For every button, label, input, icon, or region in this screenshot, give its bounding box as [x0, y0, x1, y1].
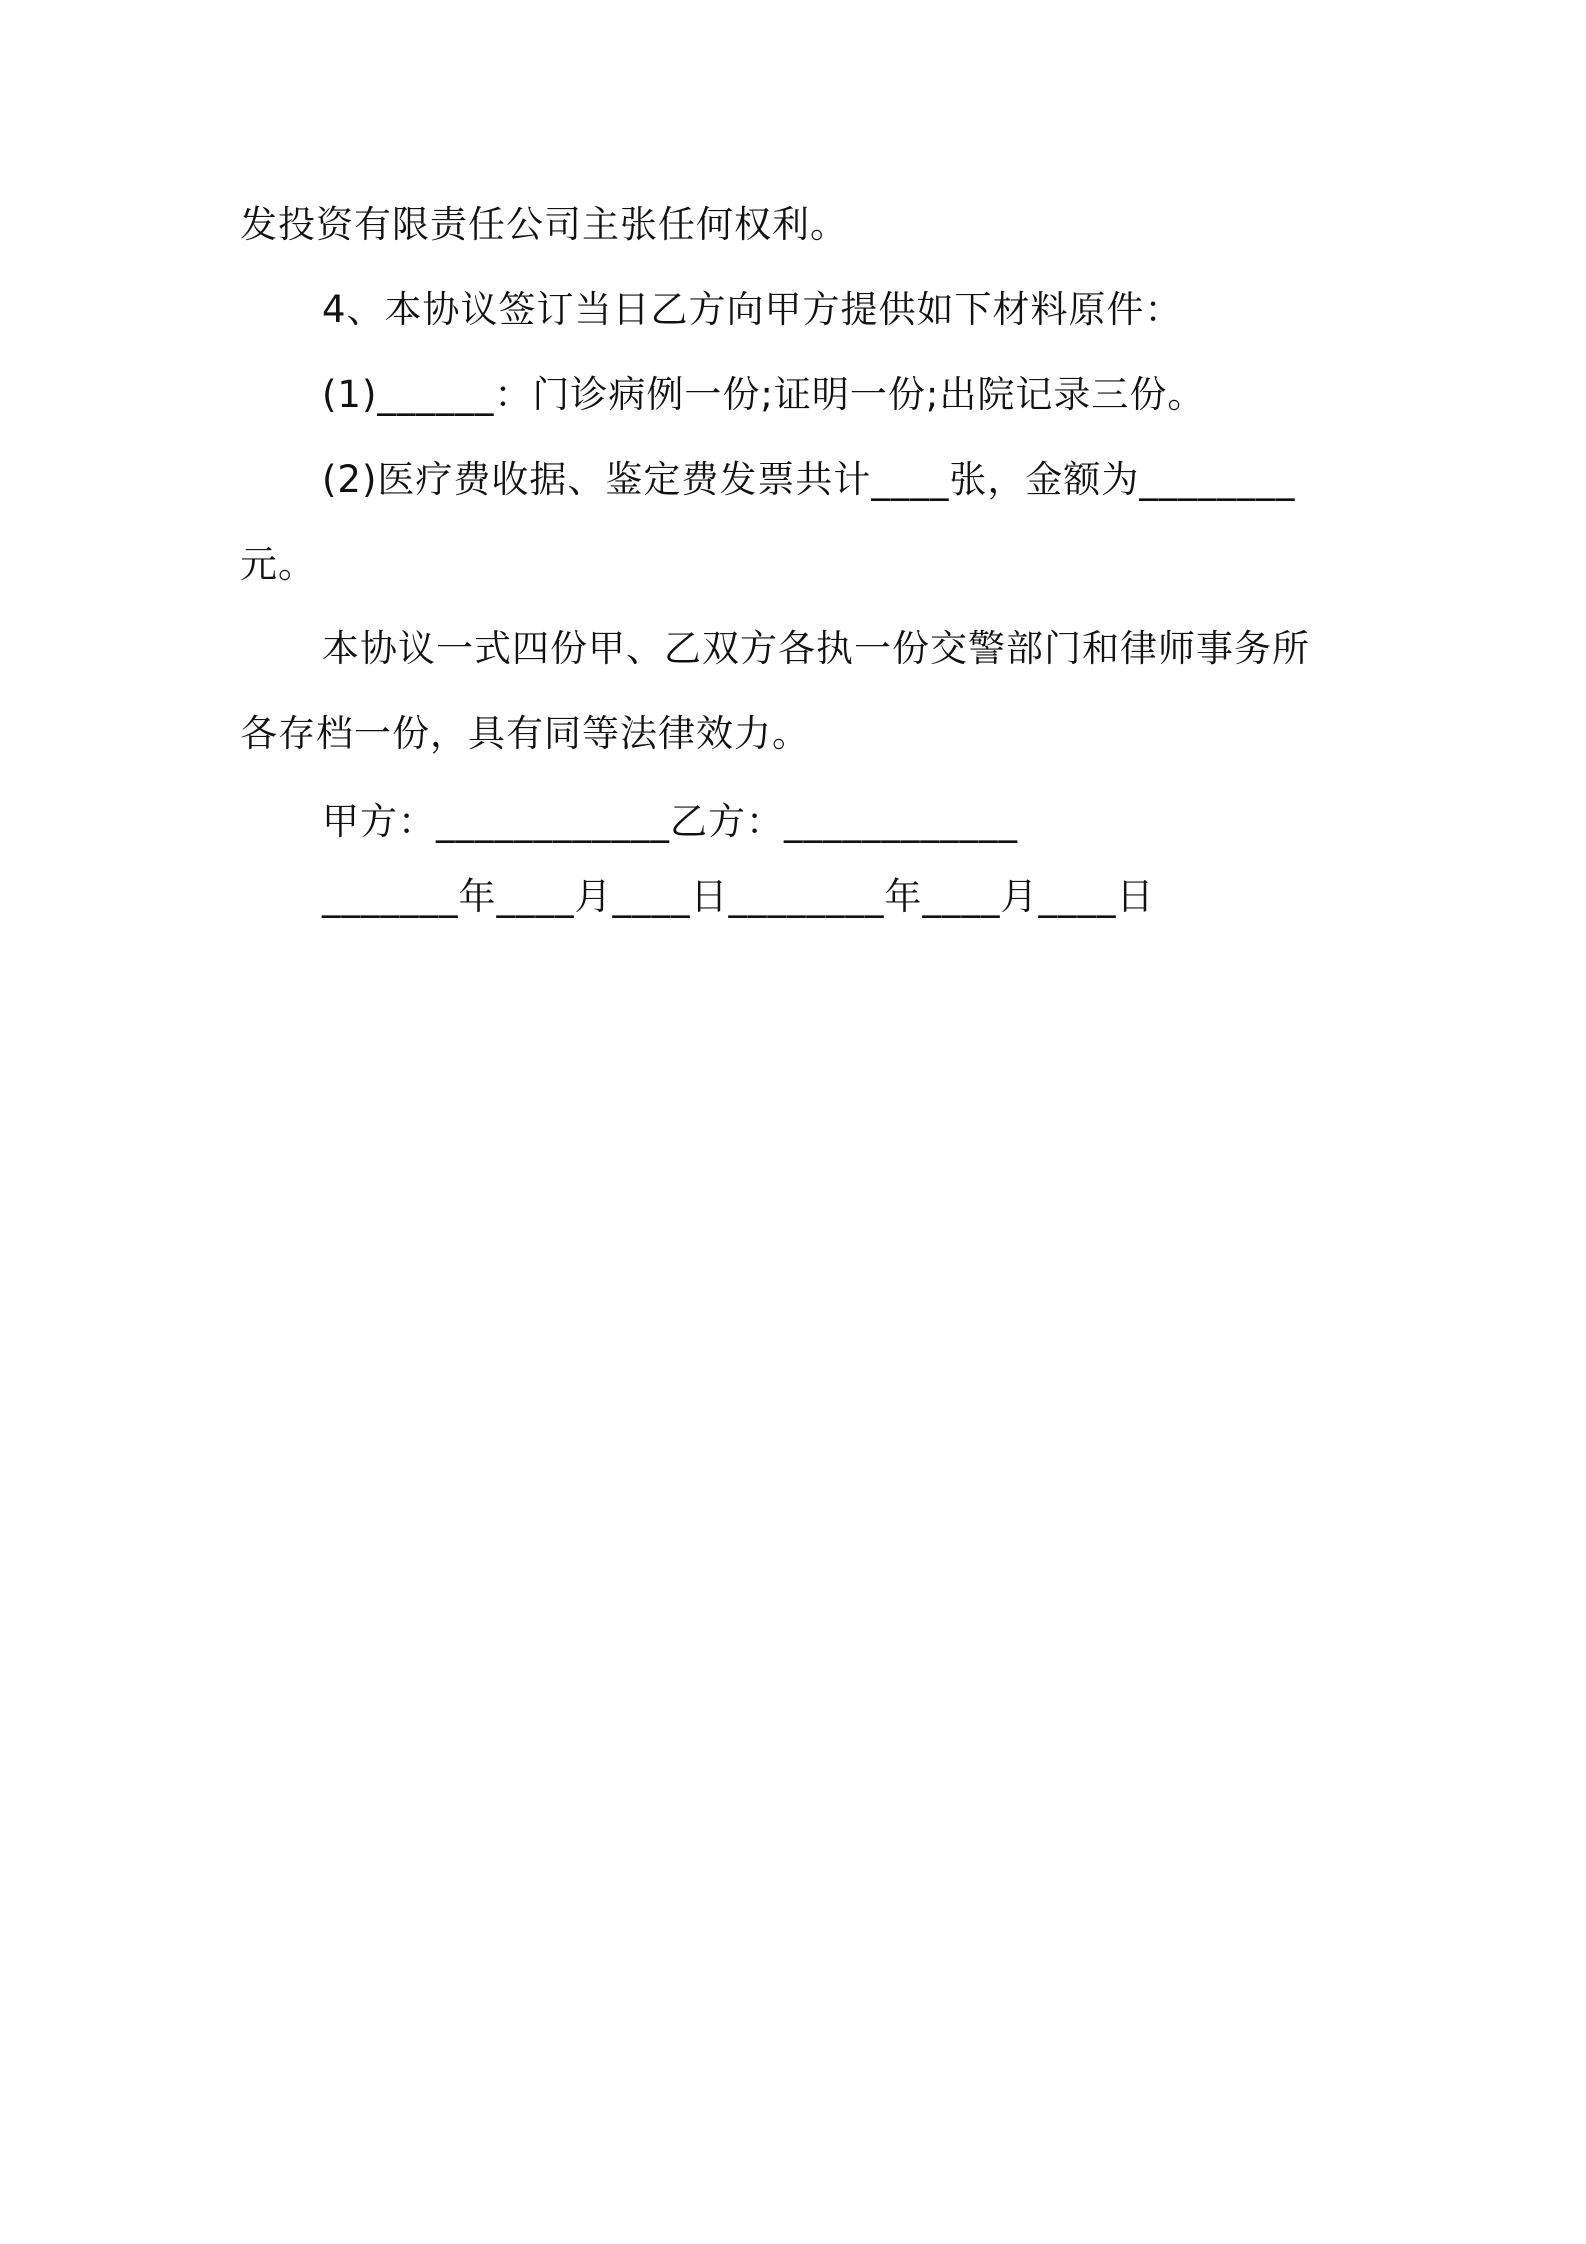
- copies-clause-continuation: 各存档一份，具有同等法律效力。: [240, 712, 810, 755]
- party-signature-line: 甲方：____________乙方：____________: [322, 800, 1018, 843]
- signature-date-line: _______年____月____日________年____月____日: [322, 875, 1155, 918]
- material-item-2: (2)医疗费收据、鉴定费发票共计____张，金额为________: [322, 458, 1296, 501]
- material-item-2-continuation: 元。: [240, 543, 316, 586]
- clause-4-heading: 4、本协议签订当日乙方向甲方提供如下材料原件：: [322, 288, 1183, 331]
- copies-clause: 本协议一式四份甲、乙双方各执一份交警部门和律师事务所: [322, 627, 1310, 670]
- material-item-1: (1)______：门诊病例一份;证明一份;出院记录三份。: [322, 373, 1206, 416]
- paragraph-continuation-line: 发投资有限责任公司主张任何权利。: [240, 203, 848, 246]
